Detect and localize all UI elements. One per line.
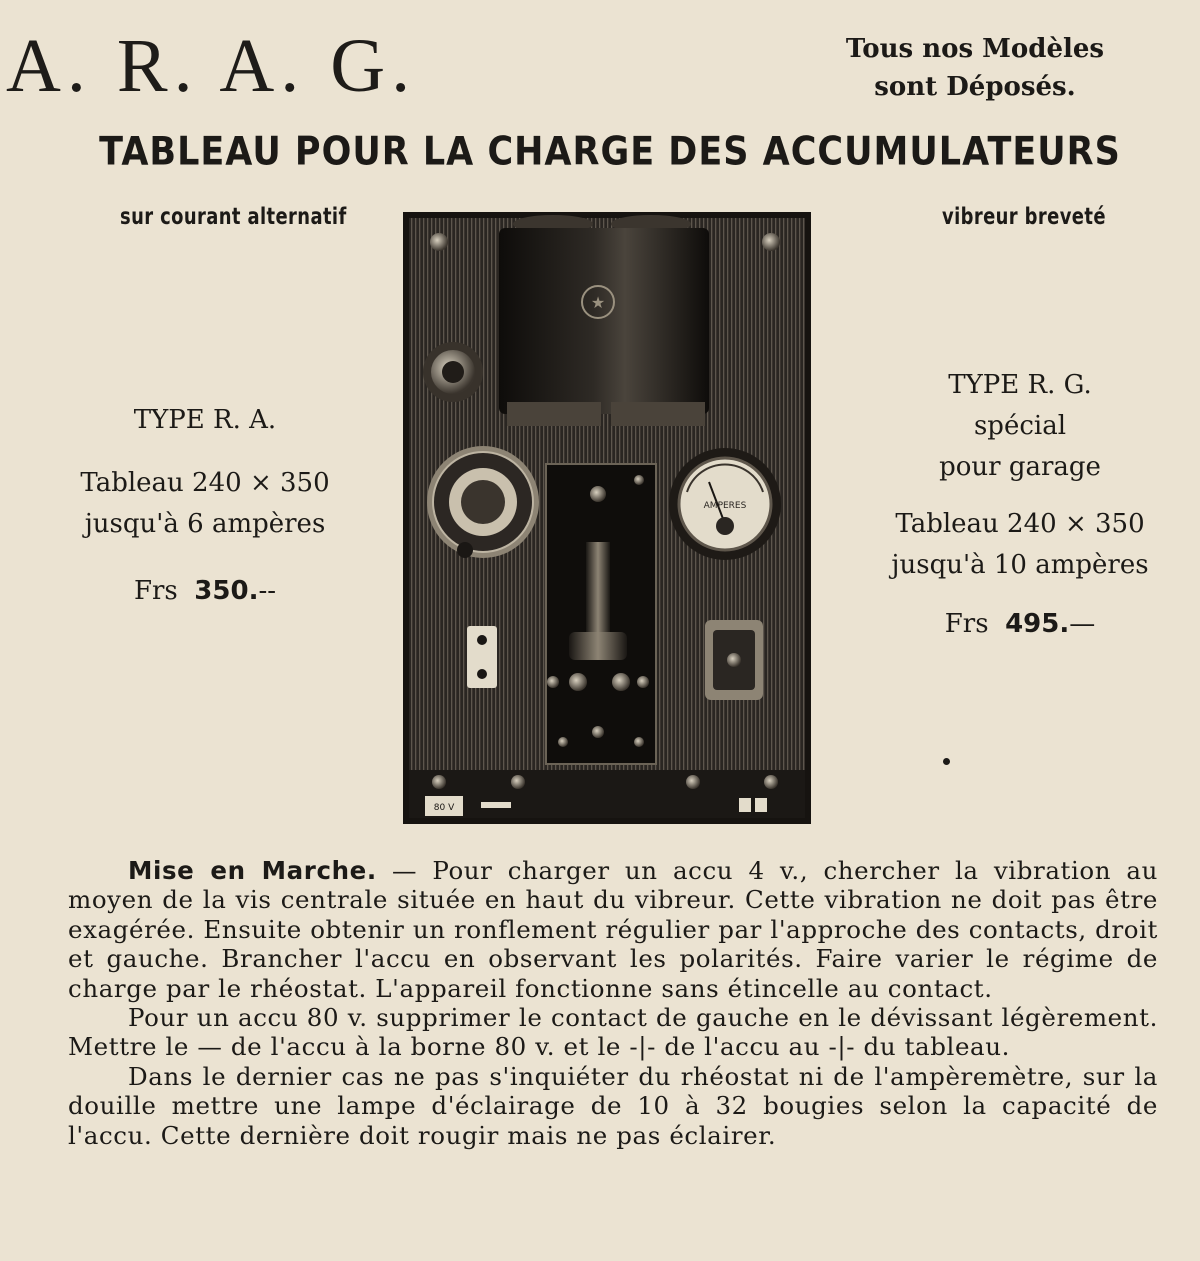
type-rg-capacity: jusqu'à 10 ampères: [891, 550, 1149, 580]
instructions-paragraph-2: Pour un accu 80 v. supprimer le contact de gauche en le dévissant légèrement. Mettre le — de l'accu à la borne 80 v. et le -|- de l'accu au -|- du tableau.: [68, 1003, 1158, 1062]
type-ra-block: [55, 400, 355, 612]
notice-line-2: sont Déposés.: [874, 72, 1076, 102]
type-rg-price-value: 495.: [1005, 609, 1070, 639]
lamp-socket: [423, 342, 483, 402]
type-rg-size: Tableau 240 × 350: [895, 509, 1145, 539]
registered-models-notice: [790, 30, 1160, 106]
instructions-paragraph-3: Dans le dernier cas ne pas s'inquiéter du rhéostat ni de l'ampèremètre, sur la douille mettre une lampe d'éclairage de 10 à 32 bougies selon la capacité de l'accu. Cette dernière doit rougir mais ne pas éclairer.: [68, 1061, 1158, 1150]
brand-title: A. R. A. G.: [6, 24, 417, 108]
screw-bottom-left: [432, 775, 446, 789]
terminal-80v-label: 80 V: [433, 803, 455, 813]
charging-panel-illustration: [403, 212, 811, 824]
subtitle-patented-vibrator: vibreur breveté: [942, 204, 1106, 230]
ammeter-gauge: [669, 448, 781, 560]
central-adjust-screw: [590, 486, 606, 502]
page-title: TABLEAU POUR LA CHARGE DES ACCUMULATEURS: [99, 130, 1121, 175]
type-ra-price-value: 350.: [194, 576, 259, 606]
instructions-lead: Mise en Marche.: [128, 856, 377, 885]
type-rg-special: spécial: [973, 411, 1067, 441]
rheostat-dial: [427, 446, 539, 558]
screw-bottom-2: [511, 775, 525, 789]
type-ra-price-prefix: Frs: [133, 576, 178, 606]
instructions-paragraph-1: [68, 856, 1158, 1003]
type-rg-price-prefix: Frs: [944, 609, 989, 639]
screw-top-right: [762, 233, 780, 251]
star-icon: ★: [590, 293, 606, 312]
instructions-p1-text: — Pour charger un accu 4 v., chercher la vibration au moyen de la vis centrale située en haut du vibreur. Cette vibration ne doit pas être exagérée. Ensuite obtenir un ronflement régulier par l'approche des contacts, droit et gauche. Brancher l'accu en observant les polarités. Faire varier le régime de charge par le rhéostat. L'appareil fonctionne sans étincelle au contact.: [68, 856, 1158, 1003]
type-rg-price-suffix: —: [1069, 609, 1096, 639]
transformer-coil: [499, 215, 709, 426]
type-rg-name: TYPE R. G.: [948, 370, 1092, 400]
type-ra-name: TYPE R. A.: [133, 405, 277, 435]
print-speck: [943, 758, 950, 765]
screw-bottom-3: [686, 775, 700, 789]
type-rg-price: [860, 604, 1180, 645]
screw-top-left: [430, 233, 448, 251]
type-rg-block: [860, 365, 1180, 645]
terminal-minus: [481, 802, 511, 808]
instructions-text: [68, 856, 1158, 1150]
vibrator-unit: [546, 464, 656, 764]
type-ra-size: Tableau 240 × 350: [80, 468, 330, 498]
type-ra-price-suffix: --: [258, 576, 277, 606]
screw-bottom-right: [764, 775, 778, 789]
contact-left: [547, 676, 559, 688]
ammeter-label: AMPERES: [703, 501, 747, 511]
type-ra-capacity: jusqu'à 6 ampères: [84, 509, 326, 539]
switch-plate: [705, 620, 763, 700]
contact-right: [637, 676, 649, 688]
type-ra-price: [55, 571, 355, 612]
type-rg-for-garage: pour garage: [939, 452, 1101, 482]
notice-line-1: Tous nos Modèles: [845, 34, 1105, 64]
subtitle-alternating-current: sur courant alternatif: [120, 204, 347, 230]
binding-posts-left: [467, 626, 497, 688]
